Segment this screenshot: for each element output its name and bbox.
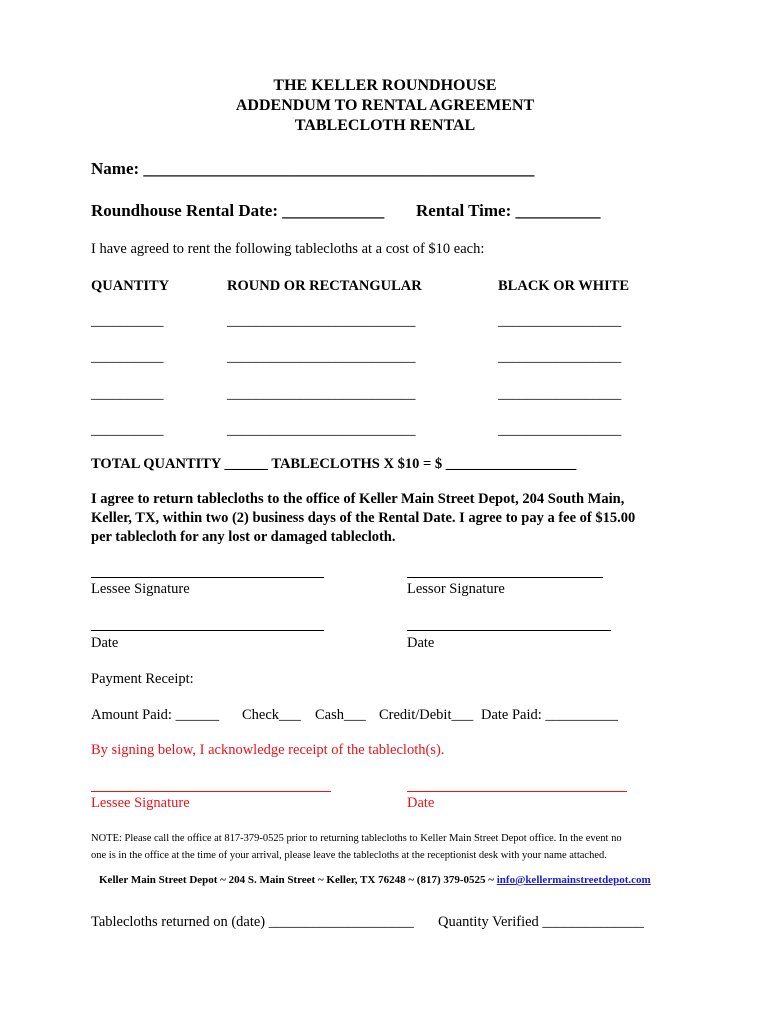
payment-receipt-label: Payment Receipt: — [91, 671, 194, 687]
rental-time-label: Rental Time: — [416, 201, 516, 220]
check-field[interactable]: Check___ — [242, 707, 301, 723]
header-shape: ROUND OR RECTANGULAR — [227, 278, 422, 294]
returned-on-field[interactable]: Tablecloths returned on (date) ____________________ — [91, 914, 414, 930]
footer-contact — [99, 874, 651, 886]
row-4-quantity[interactable]: __________ — [91, 422, 164, 438]
row-2-color[interactable]: _________________ — [498, 349, 622, 365]
credit-debit-field[interactable]: Credit/Debit___ — [379, 707, 474, 723]
ack-date-line[interactable] — [407, 791, 627, 792]
row-2-quantity[interactable]: __________ — [91, 349, 164, 365]
name-blank[interactable]: ______________________________________________ — [143, 159, 535, 178]
agreement-line-1: I agree to return tablecloths to the office of Keller Main Street Depot, 204 South Main, — [91, 491, 625, 507]
row-4-shape[interactable]: __________________________ — [227, 422, 416, 438]
quantity-verified-field[interactable]: Quantity Verified ______________ — [438, 914, 644, 930]
amount-paid-field[interactable]: Amount Paid: ______ — [91, 707, 220, 723]
rental-time-blank[interactable]: __________ — [515, 201, 601, 220]
lessor-signature-label: Lessor Signature — [407, 581, 505, 597]
row-1-quantity[interactable]: __________ — [91, 313, 164, 329]
lessee-signature-label: Lessee Signature — [91, 581, 190, 597]
footer-address: Keller Main Street Depot ~ 204 S. Main Street ~ Keller, TX 76248 ~ (817) 379-0525 ~ — [99, 874, 497, 886]
rental-time-field[interactable] — [416, 201, 600, 221]
ack-lessee-signature-line[interactable] — [91, 791, 331, 792]
intro-text: I have agreed to rent the following tablecloths at a cost of $10 each: — [91, 241, 485, 257]
row-3-quantity[interactable]: __________ — [91, 386, 164, 402]
note-line-2: one is in the office at the time of your arrival, please leave the tablecloths at the receptionist desk with your name attached. — [91, 850, 607, 861]
email-link[interactable]: info@kellermainstreetdepot.com — [496, 874, 651, 886]
date-left-line[interactable] — [91, 630, 324, 631]
title-line-1: THE KELLER ROUNDHOUSE — [273, 77, 497, 94]
rental-date-blank[interactable]: ____________ — [282, 201, 385, 220]
rental-date-label: Roundhouse Rental Date: — [91, 201, 283, 220]
lessor-signature-line[interactable] — [407, 577, 603, 578]
rental-date-field[interactable] — [91, 201, 384, 221]
row-4-color[interactable]: _________________ — [498, 422, 622, 438]
total-quantity-line[interactable]: TOTAL QUANTITY ______ TABLECLOTHS X $10 = $ __________________ — [91, 456, 577, 472]
ack-lessee-signature-label: Lessee Signature — [91, 795, 190, 811]
date-left-label: Date — [91, 635, 119, 651]
agreement-line-2: Keller, TX, within two (2) business days of the Rental Date. I agree to pay a fee of $15.00 — [91, 510, 636, 526]
row-1-color[interactable]: _________________ — [498, 313, 622, 329]
ack-date-label: Date — [407, 795, 435, 811]
cash-field[interactable]: Cash___ — [315, 707, 366, 723]
note-line-1: NOTE: Please call the office at 817-379-0525 prior to returning tablecloths to Keller Main Street Depot office. In the event no — [91, 833, 622, 844]
header-quantity: QUANTITY — [91, 278, 170, 294]
row-3-color[interactable]: _________________ — [498, 386, 622, 402]
title-line-3: TABLECLOTH RENTAL — [294, 117, 476, 134]
date-right-line[interactable] — [407, 630, 611, 631]
row-2-shape[interactable]: __________________________ — [227, 349, 416, 365]
acknowledgment-text: By signing below, I acknowledge receipt of the tablecloth(s). — [91, 742, 445, 758]
name-field[interactable] — [91, 159, 534, 179]
name-label: Name: — [91, 159, 144, 178]
date-paid-field[interactable]: Date Paid: __________ — [481, 707, 618, 723]
title-line-2: ADDENDUM TO RENTAL AGREEMENT — [235, 97, 535, 114]
lessee-signature-line[interactable] — [91, 577, 324, 578]
date-right-label: Date — [407, 635, 435, 651]
row-1-shape[interactable]: __________________________ — [227, 313, 416, 329]
row-3-shape[interactable]: __________________________ — [227, 386, 416, 402]
header-color: BLACK OR WHITE — [498, 278, 630, 294]
agreement-line-3: per tablecloth for any lost or damaged tablecloth. — [91, 529, 396, 545]
